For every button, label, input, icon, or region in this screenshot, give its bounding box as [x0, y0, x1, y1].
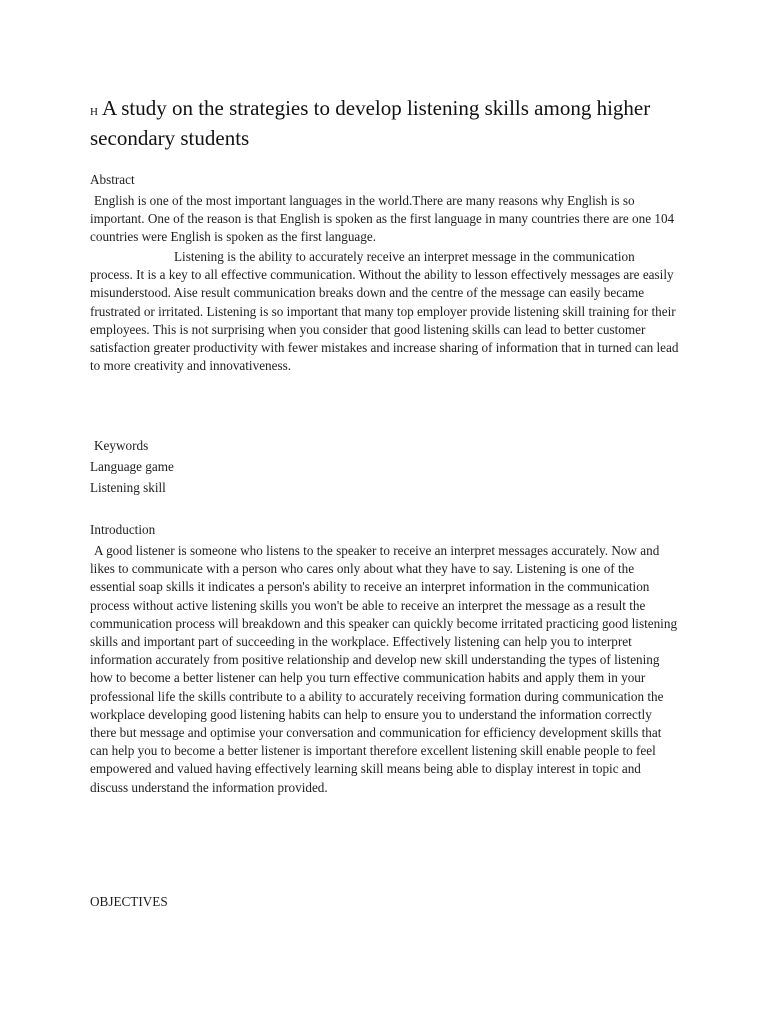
keyword-item: Listening skill: [90, 480, 166, 495]
abstract-paragraph-1: English is one of the most important languages in the world.There are many reasons why English is so important. One of the reason is that English is spoken as the first language in many countries there are one 104 countries were English is spoken as the first language.: [90, 193, 675, 245]
objectives-heading: OBJECTIVES: [90, 894, 168, 909]
keywords-heading: Keywords: [94, 438, 149, 453]
title-marker: H: [90, 106, 98, 118]
abstract-heading: Abstract: [90, 172, 135, 187]
introduction-paragraph: A good listener is someone who listens to the speaker to receive an interpret messages accurately. Now and likes to communicate with a person who cares only about what they have to say. Listening is one of the essential soap skills it indicates a person's ability to receive an interpret information in the communication process without active listening skills you won't be able to receive an interpret the message as a result the communication process will breakdown and this speaker can quickly become irritated practicing good listening skills and important part of succeeding in the workplace. Effectively listening can help you to interpret information accurately from positive relationship and develop new skill understanding the types of listening how to become a better listener can help you turn effective communication habits and apply them in your professional life the skills contribute to a ability to accurately receiving formation during communication the workplace developing good listening habits can help to ensure you to understand the information correctly there but message and optimise your conversation and communication for efficiency development skills that can help you to become a better listener is important therefore excellent listening skill enable people to feel empowered and valued having effectively learning skill means being able to display interest in topic and discuss understand the information provided.: [90, 543, 678, 795]
keyword-item: Language game: [90, 459, 174, 474]
introduction-heading: Introduction: [90, 522, 156, 537]
title-text: A study on the strategies to develop listening skills among higher secondary students: [90, 96, 651, 150]
page-title: [90, 95, 690, 151]
abstract-paragraph-2: Listening is the ability to accurately receive an interpret message in the communication process. It is a key to all effective communication. Without the ability to lesson effectively messages are easily misunderstood. Aise result communication breaks down and the centre of the message can easily became frustrated or irritated. Listening is so important that many top employer provide listening skill training for their employees. This is not surprising when you consider that good listening skills can lead to better customer satisfaction greater productivity with fewer mistakes and increase sharing of information that in turned can lead to more creativity and innovativeness.: [90, 249, 679, 374]
